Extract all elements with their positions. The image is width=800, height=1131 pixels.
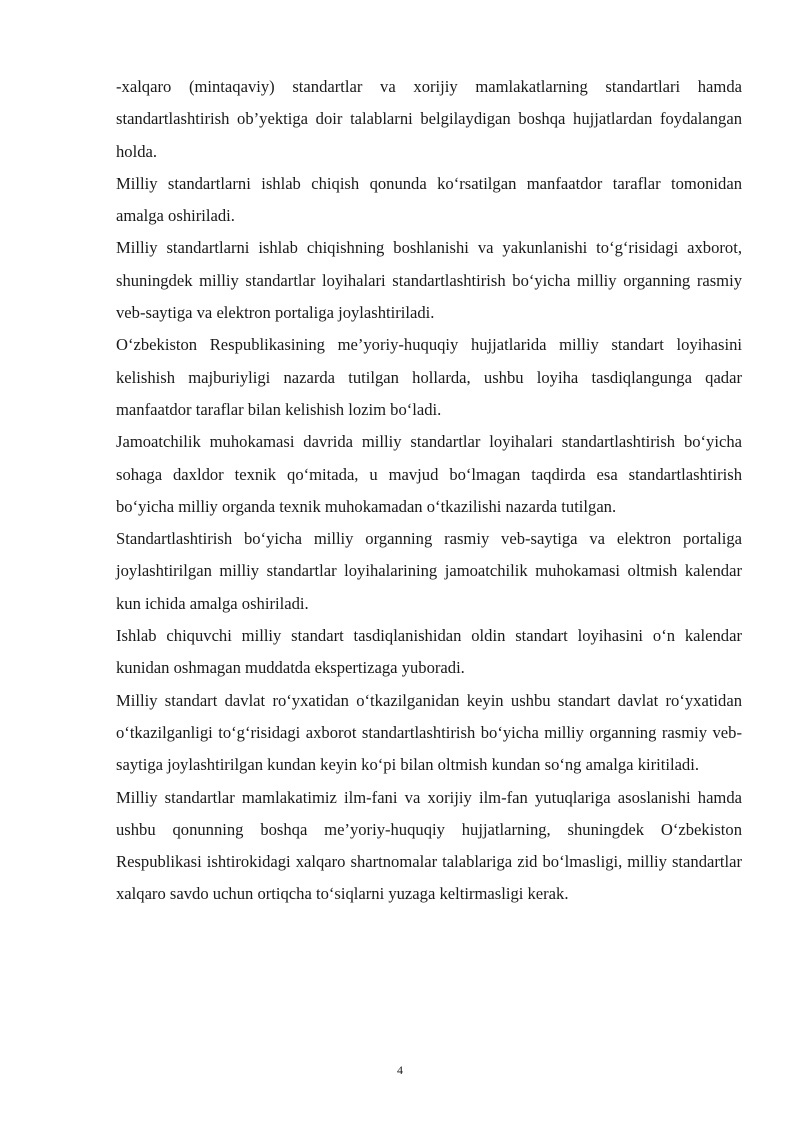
paragraph: Milliy standartlarni ishlab chiqishning boshlanishi va yakunlanishi to‘g‘risidagi axborot, shuningdek milliy standartlar loyihalari standartlashtirish bo‘yicha milliy organning rasmiy veb-saytiga va elektron portaliga joylashtiriladi. [116,238,742,323]
paragraph: Jamoatchilik muhokamasi davrida milliy standartlar loyihalari standartlashtirish bo‘yicha sohaga daxldor texnik qo‘mitada, u mavjud bo‘lmagan taqdirda esa standartlashtirish bo‘yicha milliy organda texnik muhokamadan o‘tkazilishi nazarda tutilgan. [116,432,742,516]
paragraph: Milliy standart davlat ro‘yxatidan o‘tkazilganidan keyin ushbu standart davlat ro‘yxatidan o‘tkazilganligi to‘g‘risidagi axborot standartlashtirish bo‘yicha milliy organning rasmiy veb-saytiga joylashtirilgan kundan keyin ko‘pi bilan oltmish kundan so‘ng amalga kiritiladi. [116,690,742,775]
paragraph: Milliy standartlar mamlakatimiz ilm-fani va xorijiy ilm-fan yutuqlariga asoslanishi hamda ushbu qonunning boshqa me’yoriy-huquqiy hujjatlarning, shuningdek O‘zbekiston Respublikasi ishtirokidagi xalqaro shartnomalar talablariga zid bo‘lmasligi, milliy standartlar xalqaro savdo uchun ortiqcha to‘siqlarni yuzaga keltirmasligi kerak. [116,787,742,904]
page-number: 4 [397,1063,403,1077]
paragraph: O‘zbekiston Respublikasining me’yoriy-huquqiy hujjatlarida milliy standart loyihasini kelishish majburiyligi nazarda tutilgan hollarda, ushbu loyiha tasdiqlangunga qadar manfaatdor taraflar bilan kelishish lozim bo‘ladi. [116,335,742,419]
paragraph: -xalqaro (mintaqaviy) standartlar va xorijiy mamlakatlarning standartlari hamda standartlashtirish ob’yektiga doir talablarni belgilaydigan boshqa hujjatlardan foydalangan holda. [116,77,742,161]
paragraph: Standartlashtirish bo‘yicha milliy organning rasmiy veb-saytiga va elektron portaliga joylashtirilgan milliy standartlar loyihalarining jamoatchilik muhokamasi oltmish kalendar kun ichida amalga oshiriladi. [116,529,742,613]
document-body [116,71,742,911]
paragraph: Ishlab chiquvchi milliy standart tasdiqlanishidan oldin standart loyihasini o‘n kalendar kunidan oshmagan muddatda ekspertizaga yuboradi. [116,626,742,678]
paragraph: Milliy standartlarni ishlab chiqish qonunda ko‘rsatilgan manfaatdor taraflar tomonidan amalga oshiriladi. [116,173,742,226]
